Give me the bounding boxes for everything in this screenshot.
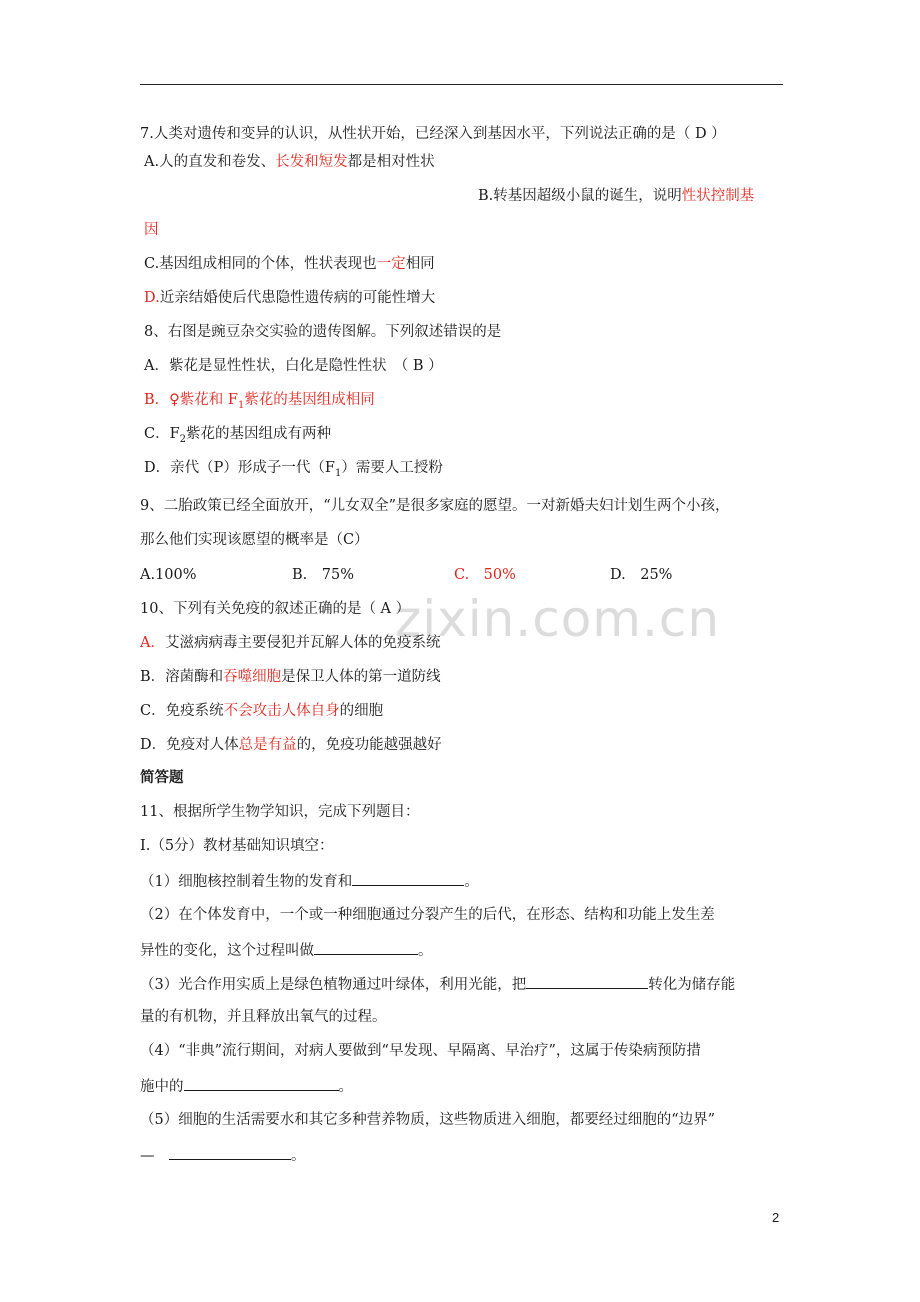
header-rule (140, 84, 783, 85)
q7-option-b: B.转基因超级小鼠的诞生，说明性状控制基 (478, 188, 755, 204)
q11-sub2-line2: 异性的变化，这个过程叫做 。 (140, 939, 433, 961)
q8-option-b: B．♀紫花和 $F_1$紫花的基因组成相同 (144, 392, 375, 411)
q8-option-d: D．亲代（P）形成子一代$(F_1)$需要人工授粉 (144, 460, 443, 479)
q10-option-c: C．免疫系统不会攻击人体自身的细胞 (140, 703, 384, 719)
q11-stem: 11、根据所学生物学知识，完成下列题目： (140, 804, 420, 820)
q9-option-b: B. 75% (292, 567, 354, 583)
q8-option-c: C．$F_2$紫花的基因组成有两种 (144, 426, 332, 445)
answer-blank-2[interactable] (314, 939, 418, 955)
q10-option-a: A．艾滋病病毒主要侵犯并瓦解人体的免疫系统 (140, 635, 441, 651)
q9-stem-line1: 9、二胎政策已经全面放开，“儿女双全”是很多家庭的愿望。一对新婚夫妇计划生两个小孩， (140, 498, 730, 514)
q7-option-c: C.基因组成相同的个体，性状表现也一定相同 (144, 256, 435, 272)
q7-stem: 7.人类对遗传和变异的认识，从性状开始，已经深入到基因水平，下列说法正确的是（ D ） (140, 126, 726, 142)
q9-option-d: D. 25% (610, 567, 673, 583)
q11-sub5-line2: — 。 (140, 1144, 306, 1166)
q9-options (140, 565, 783, 585)
q11-sub2-line1: （2）在个体发育中，一个或一种细胞通过分裂产生的后代，在形态、结构和功能上发生差 (140, 907, 715, 923)
q7-option-d: D.近亲结婚使后代患隐性遗传病的可能性增大 (144, 290, 436, 306)
section-heading: 简答题 (140, 770, 184, 786)
answer-blank-3[interactable] (526, 973, 648, 989)
q10-option-d: D．免疫对人体总是有益的，免疫功能越强越好 (140, 737, 442, 753)
q9-option-c: C. 50% (454, 567, 516, 583)
q11-sub4-line1: （4）“非典”流行期间，对病人要做到“早发现、早隔离、早治疗”，这属于传染病预防措 (140, 1043, 701, 1059)
q11-sub3-line2: 量的有机物，并且释放出氧气的过程。 (140, 1009, 387, 1025)
q11-sub4-line2: 施中的 。 (140, 1075, 353, 1097)
page-number: 2 (772, 1210, 780, 1225)
watermark: zixin.com.cn (395, 590, 721, 648)
q11-part1-title: Ⅰ.（5分）教材基础知识填空： (140, 838, 334, 854)
q10-stem: 10、下列有关免疫的叙述正确的是（ A ） (140, 601, 411, 617)
q11-sub1: （1）细胞核控制着生物的发育和 。 (140, 870, 479, 892)
q11-sub5-line1: （5）细胞的生活需要水和其它多种营养物质，这些物质进入细胞，都要经过细胞的“边界” (140, 1112, 716, 1128)
q9-option-a: A.100% (140, 567, 197, 583)
q8-option-a: A．紫花是显性性状，白化是隐性性状 （ B ） (144, 358, 443, 374)
answer-blank-5[interactable] (169, 1144, 291, 1160)
q10-option-b: B．溶菌酶和吞噬细胞是保卫人体的第一道防线 (140, 669, 441, 685)
q8-stem: 8、右图是豌豆杂交实验的遗传图解。下列叙述错误的是 (144, 324, 502, 340)
q9-stem-line2: 那么他们实现该愿望的概率是（C） (140, 532, 369, 548)
answer-blank-4[interactable] (184, 1075, 339, 1091)
answer-blank-1[interactable] (352, 870, 464, 886)
q7-option-a: A.人的直发和卷发、长发和短发都是相对性状 (144, 154, 435, 170)
q7-option-b-cont: 因 (144, 222, 159, 238)
q11-sub3-line1: （3）光合作用实质上是绿色植物通过叶绿体，利用光能，把 转化为储存能 (140, 973, 735, 995)
